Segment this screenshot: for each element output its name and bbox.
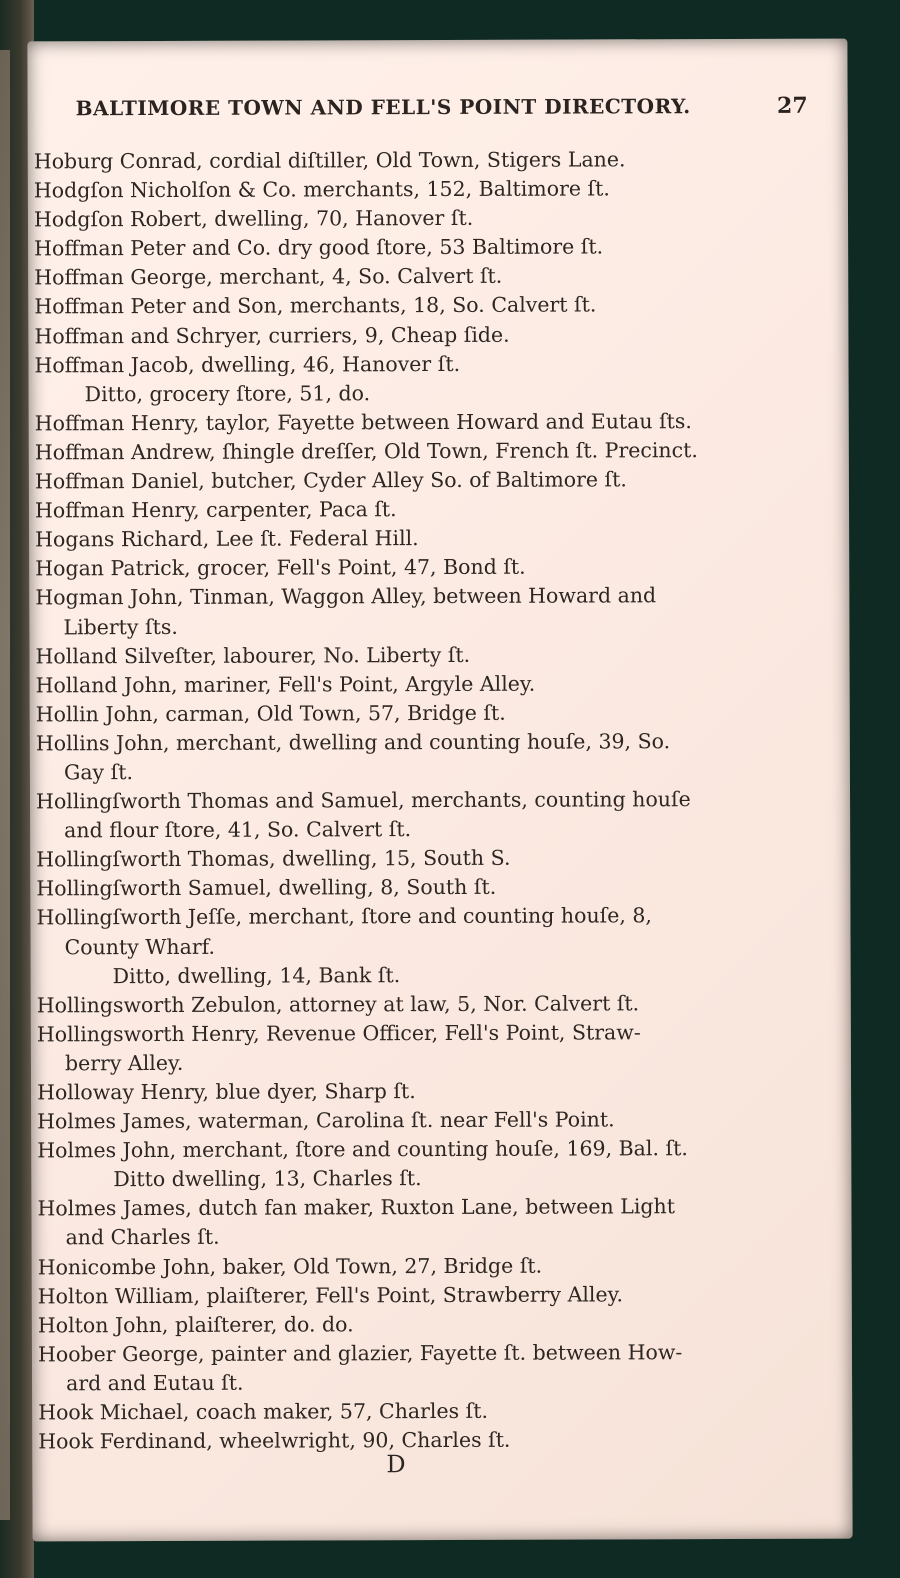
page-header — [76, 93, 808, 130]
page-number: 27 — [776, 92, 808, 119]
directory-entry: Hollin John, carman, Old Town, 57, Bridge ſt. — [35, 700, 506, 727]
directory-entry: Hollingsworth Zebulon, attorney at law, 5, Nor. Calvert ſt. — [36, 991, 640, 1018]
entry-continuation: Liberty ſts. — [63, 614, 178, 639]
directory-entry: Hollingsworth Henry, Revenue Officer, Fell's Point, Straw- — [36, 1020, 641, 1047]
directory-entry: Holton John, plaiſterer, do. do. — [37, 1312, 354, 1338]
directory-entry: Hoffman Henry, taylor, Fayette between Howard and Eutau ſts. — [34, 408, 692, 436]
ditto-entry: Ditto, dwelling, 14, Bank ſt. — [112, 962, 401, 988]
directory-entry: Hodgſon Robert, dwelling, 70, Hanover ſt. — [33, 206, 474, 232]
entry-continuation: County Wharf. — [64, 934, 216, 959]
entry-continuation: ard and Eutau ſt. — [66, 1370, 244, 1396]
directory-entry: Hook Ferdinand, wheelwright, 90, Charles ſt. — [38, 1427, 511, 1454]
entry-continuation: and Charles ſt. — [65, 1225, 220, 1250]
directory-entry: Hoffman Andrew, ſhingle dreſſer, Old Town, French ſt. Precinct. — [34, 438, 698, 465]
directory-entry: Hollingſworth Jeſſe, merchant, ſtore and counting houſe, 8, — [36, 903, 652, 930]
ditto-entry: Ditto dwelling, 13, Charles ſt. — [113, 1166, 422, 1192]
directory-entry: Holland John, mariner, Fell's Point, Argyle Alley. — [35, 671, 536, 698]
directory-entries — [34, 145, 829, 1457]
directory-entry: Holloway Henry, blue dyer, Sharp ſt. — [37, 1079, 416, 1105]
directory-entry: Hoffman Peter and Co. dry good ſtore, 53 Baltimore ſt. — [34, 234, 604, 261]
running-title: BALTIMORE TOWN AND FELL'S POINT DIRECTORY. — [75, 94, 691, 121]
directory-entry: Hollingſworth Samuel, dwelling, 8, South ſt. — [36, 875, 497, 901]
directory-entry: Hoffman Henry, carpenter, Paca ſt. — [34, 497, 397, 523]
directory-entry: Holmes James, waterman, Carolina ſt. near Fell's Point. — [37, 1107, 615, 1134]
ditto-entry: Ditto, grocery ſtore, 51, do. — [84, 380, 371, 406]
directory-entry: Hook Michael, coach maker, 57, Charles ſt. — [38, 1398, 489, 1425]
directory-entry: Hogman John, Tinman, Waggon Alley, between Howard and — [35, 583, 657, 610]
directory-entry: Holmes John, merchant, ſtore and counting houſe, 169, Bal. ſt. — [37, 1136, 688, 1163]
directory-entry: Hodgſon Nicholſon & Co. merchants, 152, Baltimore ſt. — [33, 176, 610, 203]
signature-mark: D — [386, 1450, 406, 1479]
directory-entry: Hoffman Jacob, dwelling, 46, Hanover ſt. — [34, 351, 461, 378]
directory-entry: Hollingſworth Thomas, dwelling, 15, South S. — [36, 846, 511, 872]
directory-entry: Hoffman Daniel, butcher, Cyder Alley So. of Baltimore ſt. — [34, 467, 627, 494]
directory-entry: Hollins John, merchant, dwelling and counting houſe, 39, So. — [35, 729, 671, 756]
directory-page — [27, 39, 852, 1542]
entry-continuation: berry Alley. — [64, 1050, 184, 1076]
directory-entry: Hoffman Peter and Son, merchants, 18, So. Calvert ſt. — [34, 292, 597, 319]
entry-continuation: and flour ſtore, 41, So. Calvert ſt. — [64, 817, 412, 843]
directory-entry: Hoffman and Schryer, curriers, 9, Cheap ſide. — [34, 322, 510, 348]
directory-entry: Honicombe John, baker, Old Town, 27, Bridge ſt. — [37, 1253, 543, 1279]
directory-entry: Holland Silveſter, labourer, No. Liberty ſt. — [35, 642, 471, 669]
directory-entry: Hoburg Conrad, cordial diſtiller, Old Town, Stigers Lane. — [33, 147, 626, 174]
directory-entry: Hogan Patrick, grocer, Fell's Point, 47, Bond ſt. — [35, 555, 526, 581]
directory-entry: Holmes James, dutch fan maker, Ruxton Lane, between Light — [37, 1194, 675, 1221]
directory-entry: Hoffman George, merchant, 4, So. Calvert ſt. — [34, 264, 503, 290]
directory-entry: Hollingſworth Thomas and Samuel, merchants, counting houſe — [35, 787, 691, 814]
directory-entry: Hogans Richard, Lee ſt. Federal Hill. — [35, 526, 419, 552]
entry-continuation: Gay ſt. — [63, 760, 134, 785]
adjacent-page-edge — [0, 50, 10, 1520]
directory-entry: Hoober George, painter and glazier, Fayette ſt. between How- — [37, 1340, 683, 1367]
directory-entry: Holton William, plaiſterer, Fell's Point, Strawberry Alley. — [37, 1282, 624, 1309]
